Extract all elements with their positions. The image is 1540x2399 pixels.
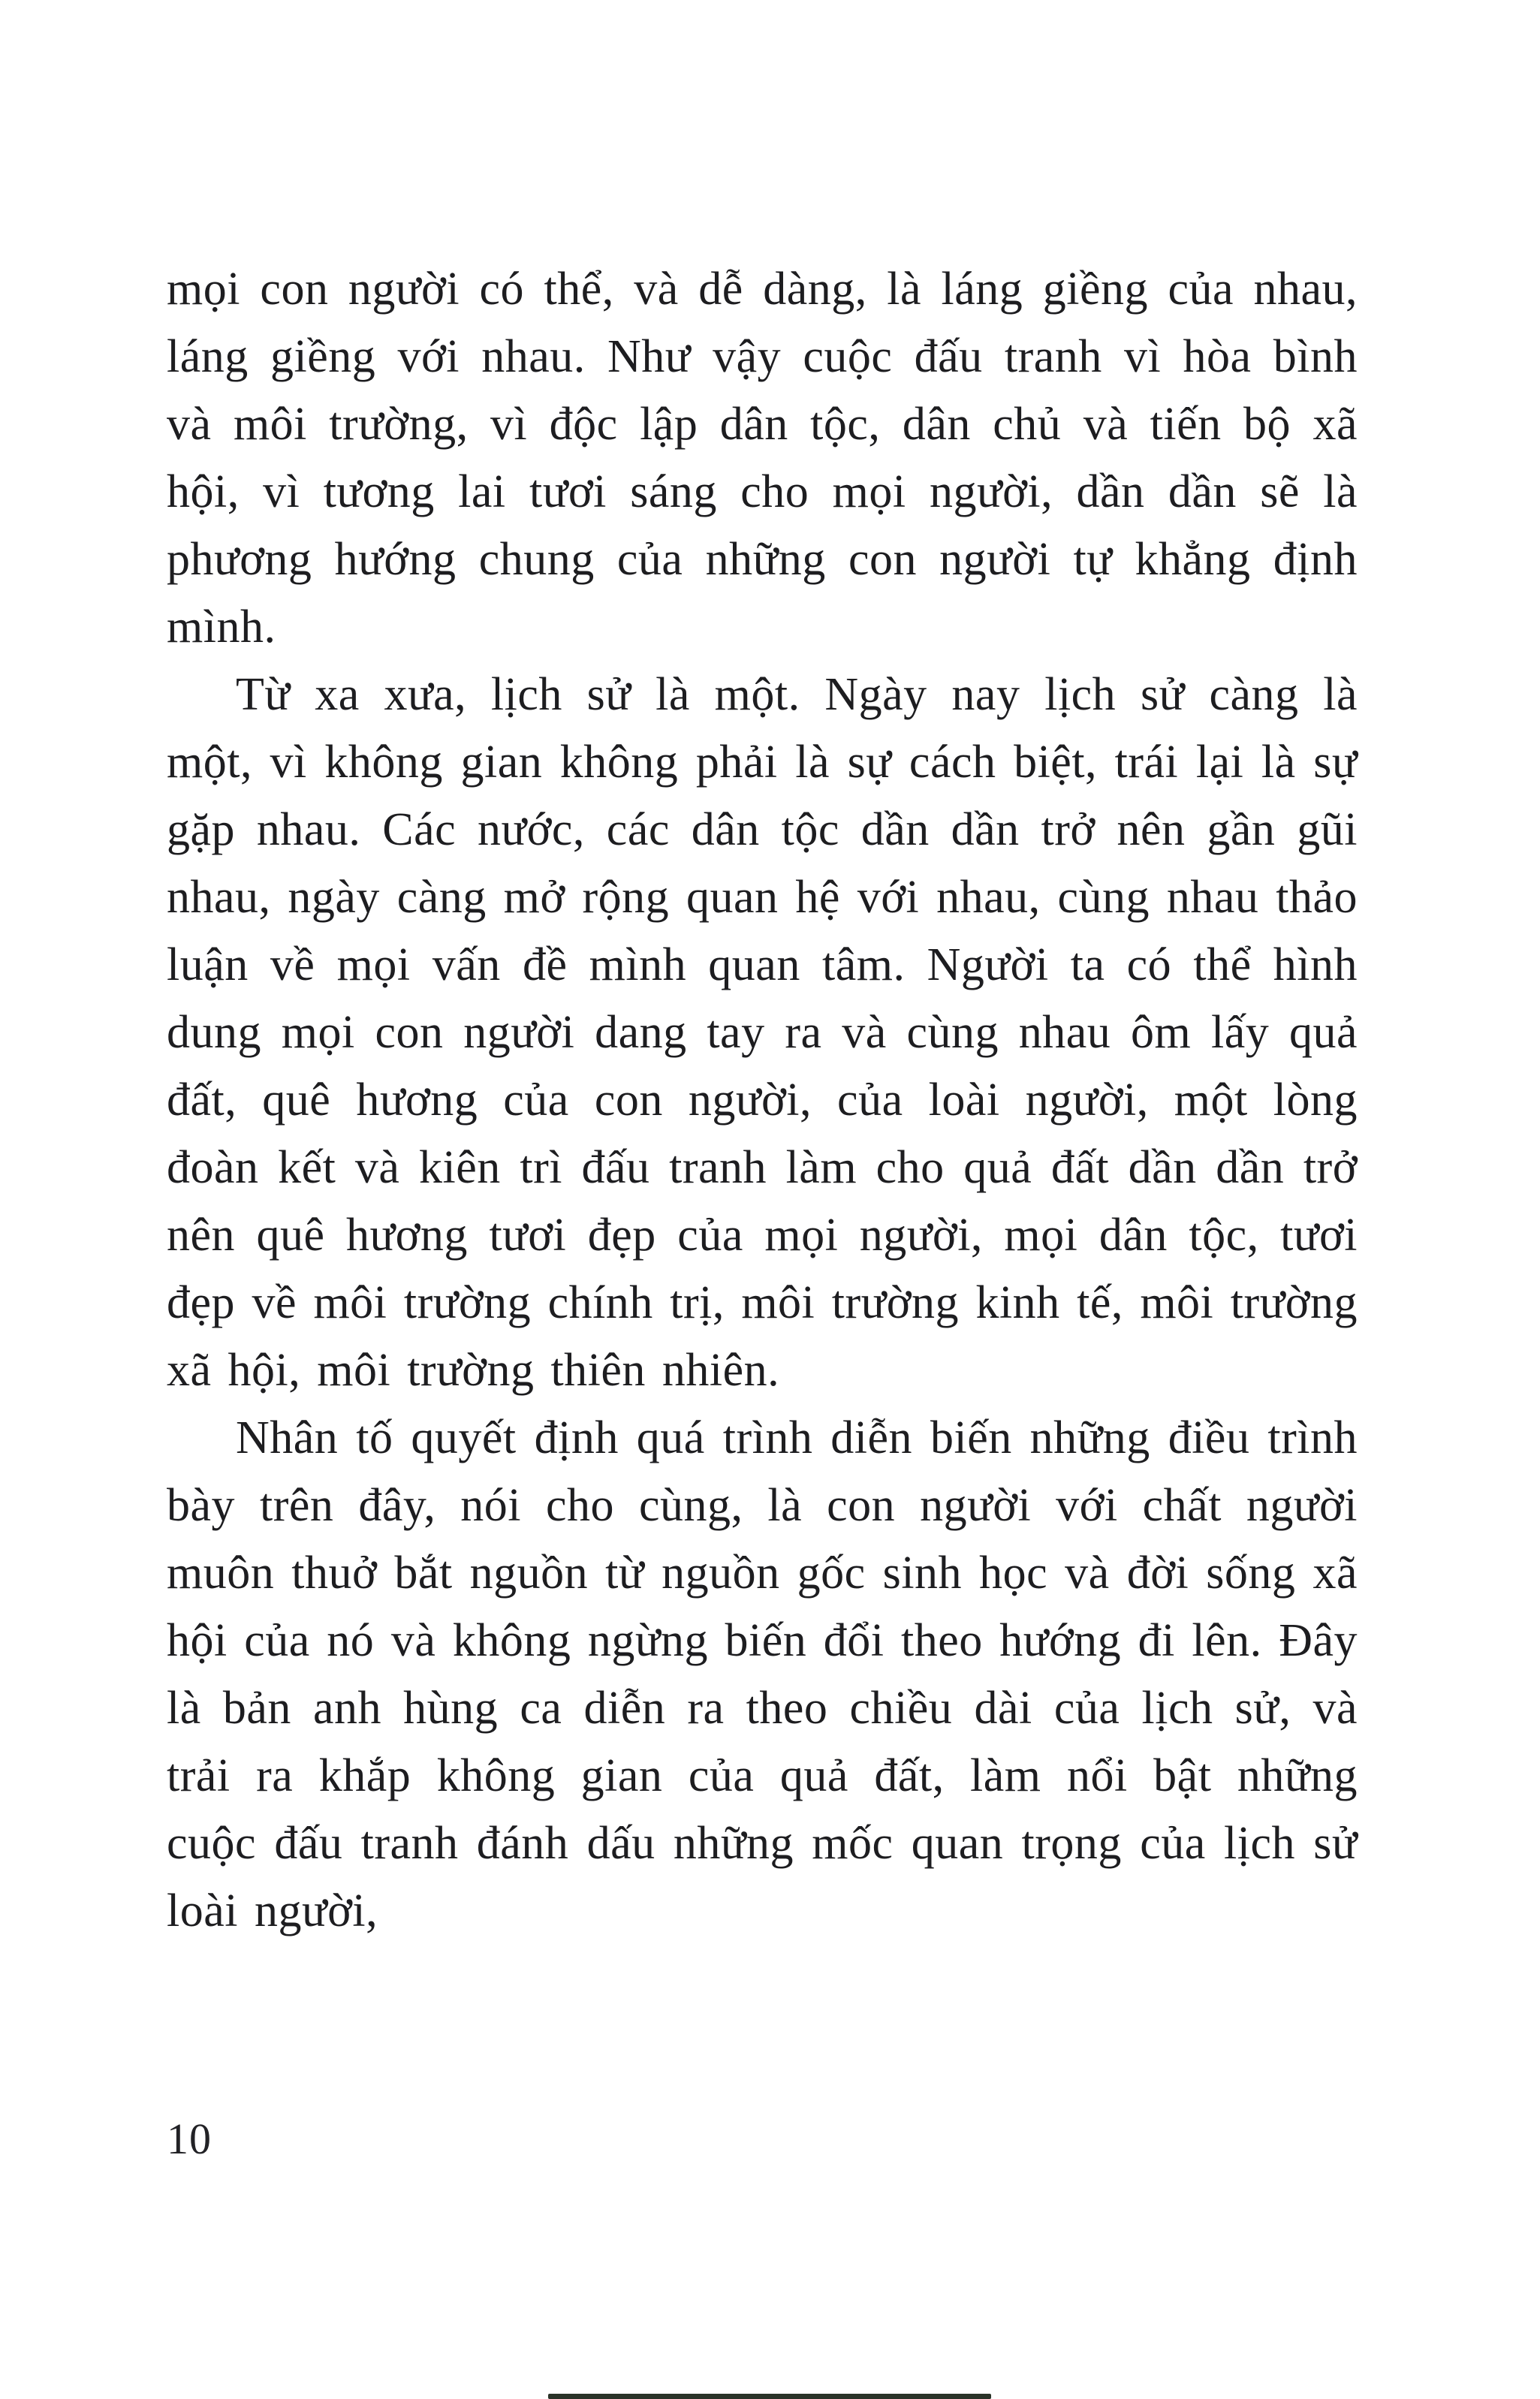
paragraph: Từ xa xưa, lịch sử là một. Ngày nay lịch sử càng là một, vì không gian không phải là sự cách biệt, trái lại là sự gặp nhau. Các nước, các dân tộc dần dần trở nên gần gũi nhau, ngày càng mở rộng quan hệ với nhau, cùng nhau thảo luận về mọi vấn đề mình quan tâm. Người ta có thể hình dung mọi con người dang tay ra và cùng nhau ôm lấy quả đất, quê hương của con người, của loài người, một lòng đoàn kết và kiên trì đấu tranh làm cho quả đất dần dần trở nên quê hương tươi đẹp của mọi người, mọi dân tộc, tươi đẹp về môi trường chính trị, môi trường kinh tế, môi trường xã hội, môi trường thiên nhiên. xyxy=(167,669,1358,1396)
body-text xyxy=(167,255,1358,1945)
paragraph: mọi con người có thể, và dễ dàng, là láng giềng của nhau, láng giềng với nhau. Như vậy cuộc đấu tranh vì hòa bình và môi trường, vì độc lập dân tộc, dân chủ và tiến bộ xã hội, vì tương lai tươi sáng cho mọi người, dần dần sẽ là phương hướng chung của những con người tự khẳng định mình. xyxy=(167,264,1358,652)
scan-edge-artifact xyxy=(548,2394,991,2399)
page-number: 10 xyxy=(167,2114,212,2163)
paragraph: Nhân tố quyết định quá trình diễn biến những điều trình bày trên đây, nói cho cùng, là con người với chất người muôn thuở bắt nguồn từ nguồn gốc sinh học và đời sống xã hội của nó và không ngừng biến đổi theo hướng đi lên. Đây là bản anh hùng ca diễn ra theo chiều dài của lịch sử, và trải ra khắp không gian của quả đất, làm nổi bật những cuộc đấu tranh đánh dấu những mốc quan trọng của lịch sử loài người, xyxy=(167,1412,1358,1936)
